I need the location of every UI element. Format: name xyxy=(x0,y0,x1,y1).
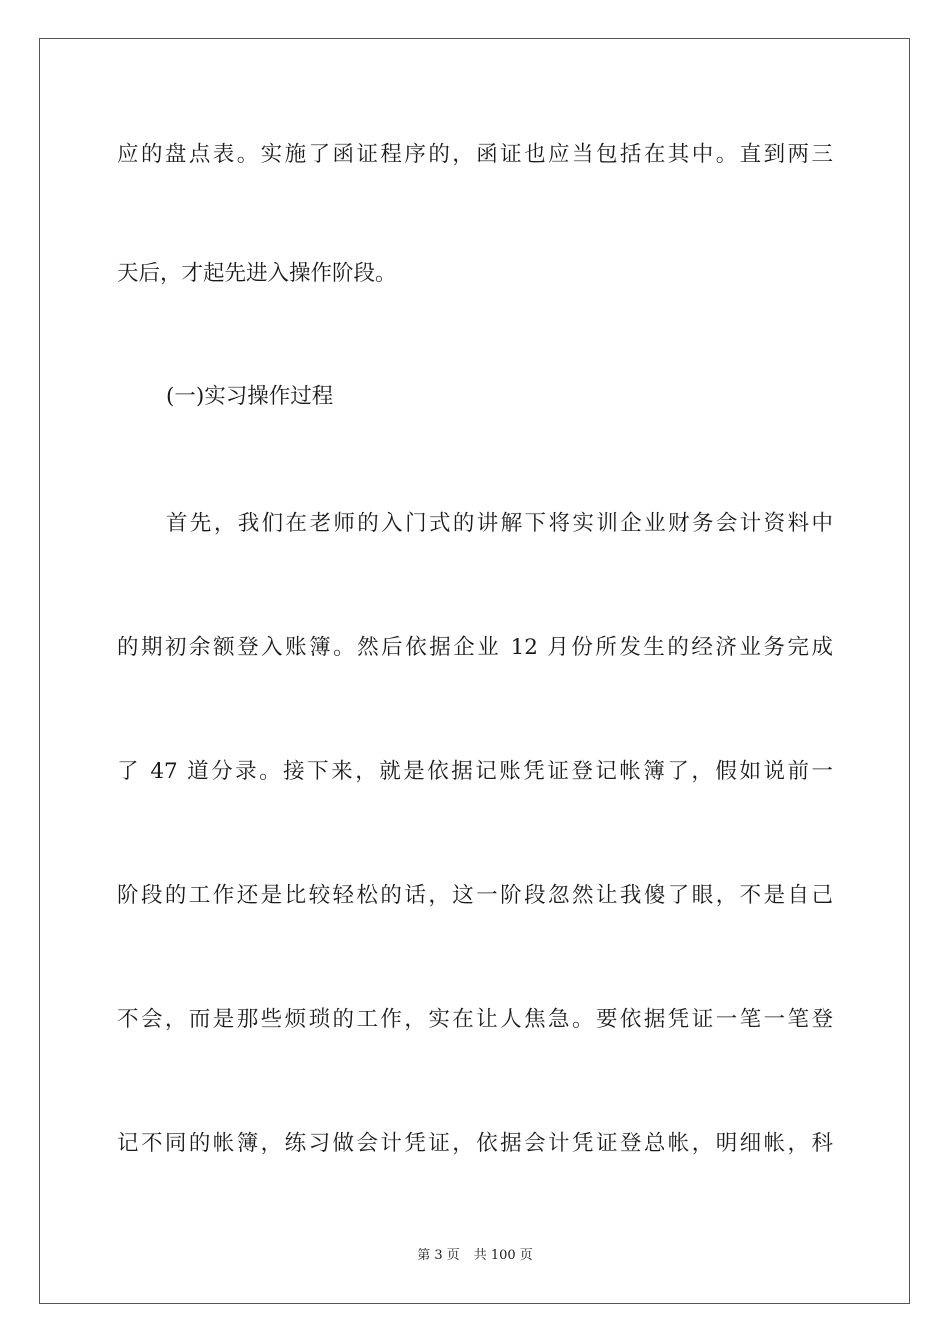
section-heading: (一)实习操作过程 xyxy=(166,384,334,409)
text-line-6: 了 47 道分录。接下来，就是依据记账凭证登记帐簿了，假如说前一 xyxy=(117,759,833,784)
text-line-5: 的期初余额登入账簿。然后依据企业 12 月份所发生的经济业务完成 xyxy=(117,635,833,660)
text-line-8: 不会，而是那些烦琐的工作，实在让人焦急。要依据凭证一笔一笔登 xyxy=(117,1007,833,1032)
page-total: 共 100 页 xyxy=(473,1248,533,1263)
text-line-1: 应的盘点表。实施了函证程序的，函证也应当包括在其中。直到两三 xyxy=(117,142,833,167)
text-line-9: 记不同的帐簿，练习做会计凭证，依据会计凭证登总帐，明细帐，科 xyxy=(117,1131,833,1156)
text-line-7: 阶段的工作还是比较轻松的话，这一阶段忽然让我傻了眼，不是自己 xyxy=(117,883,833,908)
page-footer xyxy=(0,1246,950,1266)
page-number: 第 3 页 xyxy=(417,1248,460,1263)
text-line-2: 天后，才起先进入操作阶段。 xyxy=(117,261,397,286)
text-line-4: 首先，我们在老师的入门式的讲解下将实训企业财务会计资料中 xyxy=(166,511,833,536)
page-border xyxy=(39,38,910,1304)
